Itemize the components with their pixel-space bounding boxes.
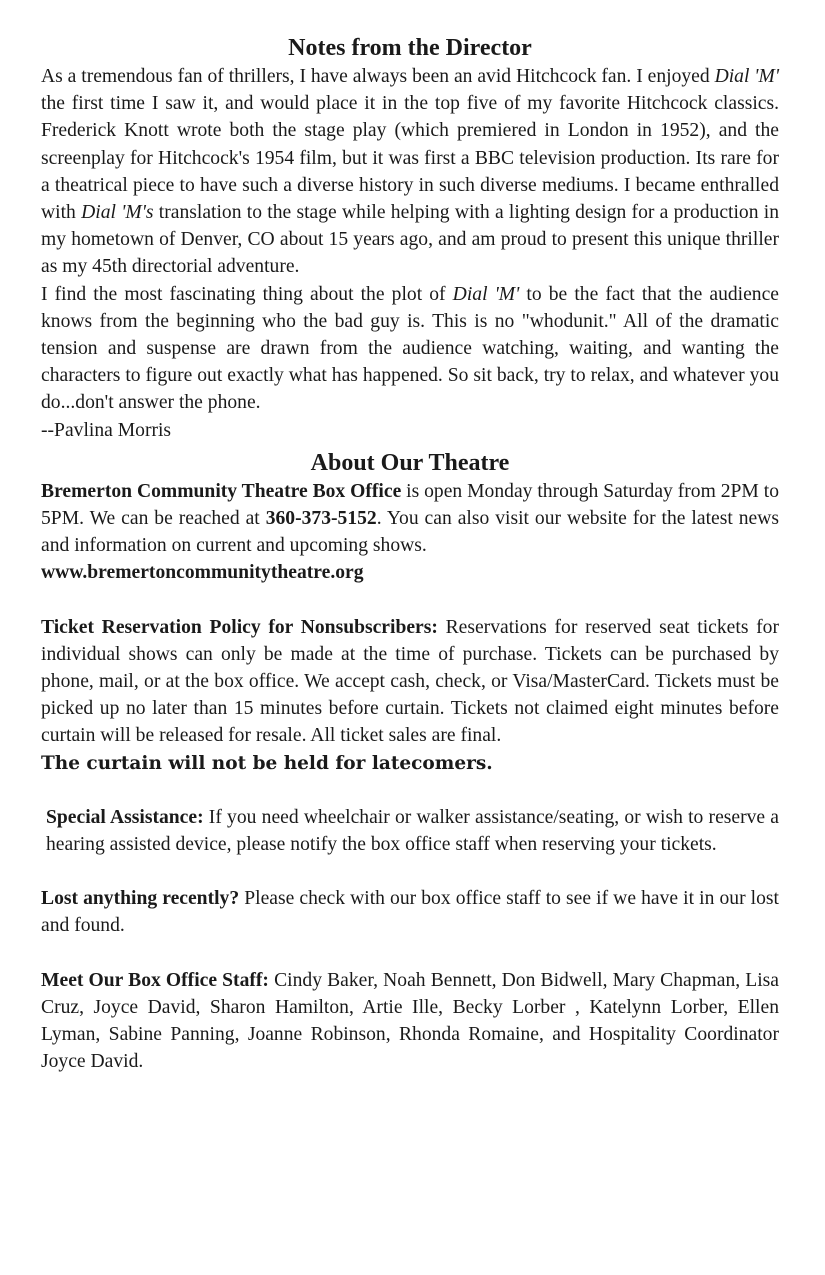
curtain-note: The curtain will not be held for latecomers. — [41, 752, 493, 774]
page-content — [41, 33, 779, 1076]
director-notes-heading: Notes from the Director — [288, 35, 532, 61]
box-office-staff — [41, 967, 779, 1076]
text-run: to be the fact that the audience knows from the beginning who the bad guy is. This is no "whodunit." All of the dramatic tension and suspense are drawn from the audience watching, waiting, and wanting the characters to figure out exactly what has happened. So sit back, try to relax, and whatever you do...don't answer the phone. — [41, 283, 779, 414]
about-heading: About Our Theatre — [310, 449, 510, 476]
box-office-info — [41, 478, 779, 560]
lost-and-found — [41, 885, 779, 939]
text-run: is open Monday through Saturday from 2PM to 5PM. We can be reached at — [41, 480, 779, 530]
text-run: the first time I saw it, and would place it in the top five of my favorite Hitchcock classics. Frederick Knott wrote both the stage play (which premiered in London in 1952), and the screenplay for Hitchcock's 1954 film, but it was first a BBC television production. Its rare for a theatrical piece to have such a diverse history in such diverse mediums. I became enthralled with — [41, 93, 779, 224]
phone-number: 360-373-5152 — [265, 508, 377, 530]
text-run: . You can also visit our website for the latest news and information on current and upcoming shows. — [41, 508, 779, 557]
box-office-label: Bremerton Community Theatre Box Office — [41, 480, 402, 502]
website-link[interactable]: www.bremertoncommunitytheatre.org — [41, 562, 364, 584]
text-run: Please check with our box office staff to see if we have it in our lost and found. — [41, 888, 779, 937]
director-notes-paragraph-1 — [41, 63, 779, 281]
director-notes-paragraph-2 — [41, 281, 779, 417]
play-title: Dial 'M' — [714, 66, 780, 87]
text-run: Cindy Baker, Noah Bennett, Don Bidwell, Mary Chapman, Lisa Cruz, Joyce David, Sharon Hamilton, Artie Ille, Becky Lorber , Katelynn Lorber, Ellen Lyman, Sabine Panning, Joanne Robinson, Rhonda Romaine, and Hospitality Coordinator Joyce David. — [41, 969, 779, 1073]
lost-and-found-label: Lost anything recently? — [41, 888, 240, 910]
box-office-staff-label: Meet Our Box Office Staff: — [41, 969, 269, 991]
text-run: I find the most fascinating thing about the plot of — [41, 283, 453, 305]
text-run: Reservations for reserved seat tickets for individual shows can only be made at the time of purchase. Tickets can be purchased by phone, mail, or at the box office. We accept cash, check, or Visa/MasterCard. Tickets must be picked up no later than 15 minutes before curtain. Tickets not claimed eight minutes before curtain will be released for resale. All ticket sales are final. — [41, 616, 779, 747]
play-title: Dial 'M' — [452, 283, 520, 305]
ticket-policy-label: Ticket Reservation Policy for Nonsubscribers: — [41, 616, 438, 638]
text-run: As a tremendous fan of thrillers, I have always been an avid Hitchcock fan. I enjoyed — [41, 66, 715, 87]
text-run: If you need wheelchair or walker assistance/seating, or wish to reserve a hearing assisted device, please notify the box office staff when reserving your tickets. — [46, 806, 780, 856]
play-title: Dial 'M's — [81, 202, 154, 224]
special-assistance-label: Special Assistance: — [46, 806, 204, 828]
special-assistance — [41, 804, 779, 858]
text-run: translation to the stage while helping with a lighting design for a production in my hometown of Denver, CO about 15 years ago, and am proud to present this unique thriller as my 45th directorial adventure. — [41, 202, 780, 278]
ticket-policy — [41, 614, 779, 750]
director-signature: --Pavlina Morris — [41, 419, 172, 441]
